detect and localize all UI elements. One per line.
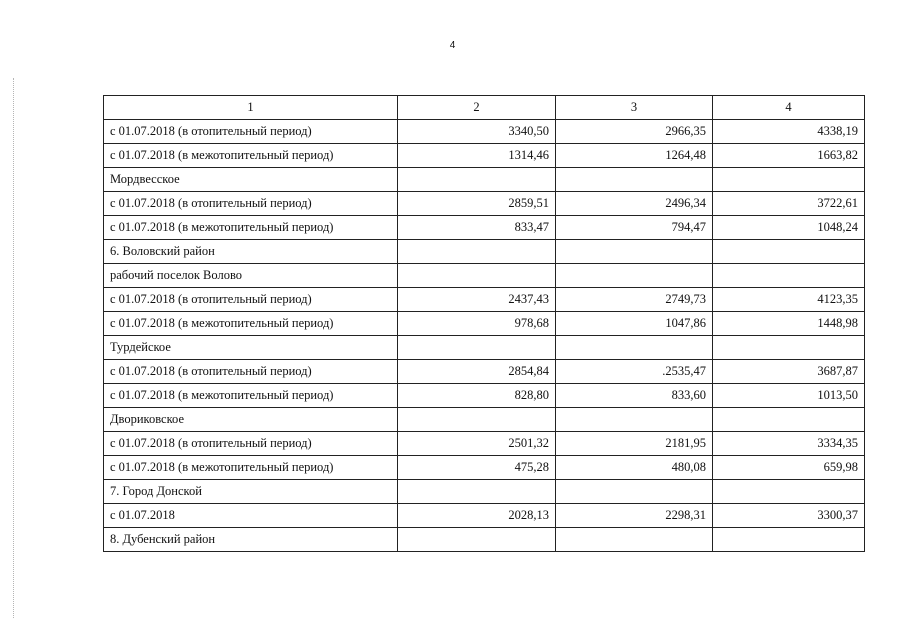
row-label-cell: 8. Дубенский район	[104, 528, 398, 552]
value-cell-col-2: 2501,32	[398, 432, 556, 456]
value-cell-col-2	[398, 168, 556, 192]
value-cell-col-3: 2496,34	[556, 192, 713, 216]
value-cell-col-4: 3334,35	[713, 432, 865, 456]
value-cell-col-4: 4338,19	[713, 120, 865, 144]
table-body	[104, 96, 865, 552]
value-cell-col-4: 1013,50	[713, 384, 865, 408]
table-row	[104, 456, 865, 480]
table-row	[104, 240, 865, 264]
value-cell-col-3: 1264,48	[556, 144, 713, 168]
value-cell-col-4	[713, 528, 865, 552]
value-cell-col-3	[556, 240, 713, 264]
value-cell-col-3: 1047,86	[556, 312, 713, 336]
table-row	[104, 288, 865, 312]
row-label-cell: с 01.07.2018 (в отопительный период)	[104, 120, 398, 144]
value-cell-col-4: 3300,37	[713, 504, 865, 528]
value-cell-col-2	[398, 408, 556, 432]
table-row	[104, 144, 865, 168]
table-row	[104, 312, 865, 336]
header-cell-2: 2	[398, 96, 556, 120]
value-cell-col-3: 2298,31	[556, 504, 713, 528]
header-cell-1: 1	[104, 96, 398, 120]
value-cell-col-2	[398, 240, 556, 264]
value-cell-col-3	[556, 264, 713, 288]
row-label-cell: 6. Воловский район	[104, 240, 398, 264]
table-row	[104, 384, 865, 408]
value-cell-col-2: 1314,46	[398, 144, 556, 168]
value-cell-col-2	[398, 264, 556, 288]
value-cell-col-4: 1448,98	[713, 312, 865, 336]
row-label-cell: с 01.07.2018 (в межотопительный период)	[104, 456, 398, 480]
value-cell-col-2: 475,28	[398, 456, 556, 480]
table-row	[104, 192, 865, 216]
table-row	[104, 480, 865, 504]
value-cell-col-3	[556, 168, 713, 192]
value-cell-col-2	[398, 528, 556, 552]
value-cell-col-2: 828,80	[398, 384, 556, 408]
value-cell-col-2: 3340,50	[398, 120, 556, 144]
value-cell-col-4: 1663,82	[713, 144, 865, 168]
row-label-cell: с 01.07.2018 (в межотопительный период)	[104, 144, 398, 168]
row-label-cell: с 01.07.2018 (в отопительный период)	[104, 360, 398, 384]
value-cell-col-4: 1048,24	[713, 216, 865, 240]
value-cell-col-4	[713, 240, 865, 264]
table-row	[104, 528, 865, 552]
row-label-cell: Турдейское	[104, 336, 398, 360]
value-cell-col-3: 2749,73	[556, 288, 713, 312]
value-cell-col-4: 4123,35	[713, 288, 865, 312]
page-number: 4	[449, 40, 456, 51]
value-cell-col-4: 3722,61	[713, 192, 865, 216]
row-label-cell: с 01.07.2018 (в отопительный период)	[104, 192, 398, 216]
table-row	[104, 264, 865, 288]
value-cell-col-4: 659,98	[713, 456, 865, 480]
value-cell-col-3: 2181,95	[556, 432, 713, 456]
value-cell-col-2	[398, 480, 556, 504]
row-label-cell: с 01.07.2018 (в межотопительный период)	[104, 312, 398, 336]
table-row	[104, 504, 865, 528]
value-cell-col-3: 794,47	[556, 216, 713, 240]
value-cell-col-4	[713, 264, 865, 288]
table-row	[104, 360, 865, 384]
table-row	[104, 168, 865, 192]
row-label-cell: Мордвесское	[104, 168, 398, 192]
row-label-cell: 7. Город Донской	[104, 480, 398, 504]
table-row	[104, 408, 865, 432]
value-cell-col-2: 833,47	[398, 216, 556, 240]
header-cell-3: 3	[556, 96, 713, 120]
value-cell-col-3: 2966,35	[556, 120, 713, 144]
row-label-cell: Двориковское	[104, 408, 398, 432]
value-cell-col-2: 2859,51	[398, 192, 556, 216]
value-cell-col-3: .2535,47	[556, 360, 713, 384]
value-cell-col-4	[713, 336, 865, 360]
value-cell-col-2: 2437,43	[398, 288, 556, 312]
value-cell-col-3: 480,08	[556, 456, 713, 480]
value-cell-col-3	[556, 336, 713, 360]
value-cell-col-2	[398, 336, 556, 360]
header-cell-4: 4	[713, 96, 865, 120]
value-cell-col-3	[556, 408, 713, 432]
table-row	[104, 120, 865, 144]
row-label-cell: с 01.07.2018 (в отопительный период)	[104, 432, 398, 456]
row-label-cell: с 01.07.2018 (в межотопительный период)	[104, 384, 398, 408]
value-cell-col-4: 3687,87	[713, 360, 865, 384]
scan-margin-artifact	[13, 78, 15, 618]
row-label-cell: с 01.07.2018 (в межотопительный период)	[104, 216, 398, 240]
table-header-row	[104, 96, 865, 120]
value-cell-col-4	[713, 480, 865, 504]
value-cell-col-2: 2854,84	[398, 360, 556, 384]
tariff-table	[103, 95, 865, 552]
value-cell-col-2: 978,68	[398, 312, 556, 336]
table-row	[104, 216, 865, 240]
value-cell-col-4	[713, 408, 865, 432]
value-cell-col-4	[713, 168, 865, 192]
row-label-cell: рабочий поселок Волово	[104, 264, 398, 288]
value-cell-col-3	[556, 528, 713, 552]
row-label-cell: с 01.07.2018 (в отопительный период)	[104, 288, 398, 312]
value-cell-col-3: 833,60	[556, 384, 713, 408]
table-row	[104, 336, 865, 360]
value-cell-col-3	[556, 480, 713, 504]
table-row	[104, 432, 865, 456]
value-cell-col-2: 2028,13	[398, 504, 556, 528]
row-label-cell: с 01.07.2018	[104, 504, 398, 528]
